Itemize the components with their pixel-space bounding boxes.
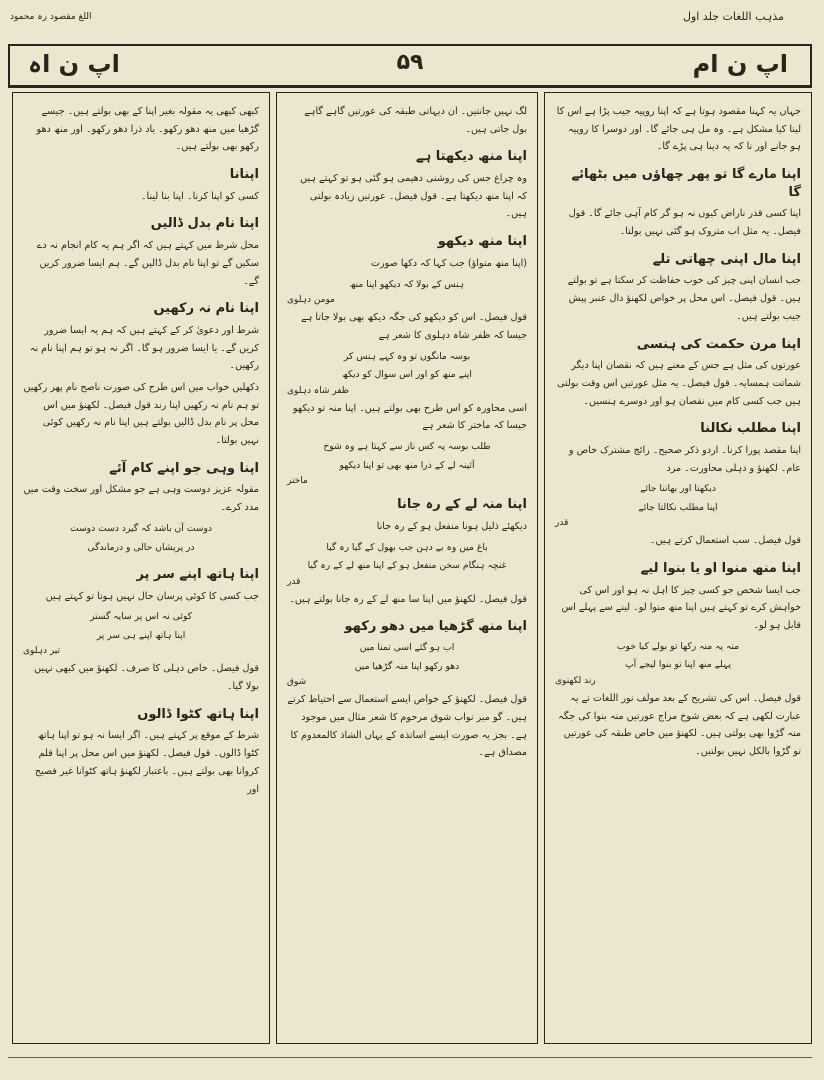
entry-headword: اپنا مرن حکمت کی ہنسی <box>636 336 801 352</box>
entry-headword: اپنا ہاتھ کٹوا ڈالوں <box>137 706 259 722</box>
poet-attribution: ظفر شاہ دہلوی <box>287 385 349 396</box>
verse-line: غنچہ ہنگام سخن منفعل ہو کے اپنا منھ لے کے رہ گیا <box>307 560 507 572</box>
entry-headword: اپنا مطلب نکالنا <box>700 421 801 437</box>
verse-line: بوسہ مانگوں تو وہ کہے ہنس کر <box>343 350 471 362</box>
entry-text: لگ نہیں جانتیں۔ ان دیہاتی طبقہ کی عورتیں گاہے گاہے بول جاتی ہیں۔ <box>304 106 527 135</box>
entry-headword: اپنا مال اپنی چھاتی تلے <box>652 251 801 267</box>
verse-line: اپنا مطلب نکالتا جائے <box>638 501 718 513</box>
header-guide-word-left: اپ ن اہ <box>28 50 120 78</box>
entry-text: (اپنا منھ منواؤ) جب کہا کہ دکھا صورت <box>371 257 527 269</box>
entry-text: قول فیصل۔ اس کو دیکھو کی جگہ دیکھ بھی بولا جاتا ہے جیسا کہ ظفر شاہ دہلوی کا شعر ہے <box>301 312 527 341</box>
entry-text: جب انسان اپنی چیز کی خوب حفاظت کر سکتا ہے تو بولتے ہیں۔ قول فیصل۔ اس محل پر خواص لکھنؤ دال عنبر پیش جیب بولتے ہیں۔ <box>567 275 801 322</box>
verse-line: دیکھتا اور بھانتا جائے <box>640 483 716 495</box>
entry-text: اپنا کسی قدر ناراض کیوں نہ ہو گر کام آہی جائے گا۔ قول فیصل۔ یہ مثل اب متروک ہو گئی نہیں بولتا۔ <box>568 208 801 238</box>
entry-headword: اپنا نام نہ رکھیں <box>153 301 259 317</box>
entry-headword: اپنا منھ منوا او یا بنوا لیے <box>640 561 801 577</box>
entry-headword: اپنا منھ دیکھتا ہے <box>415 149 527 165</box>
entry-text: قول فیصل۔ لکھنؤ کے خواص ایسے استعمال سے احتیاط کرتے ہیں۔ گو میر نواب شوق مرحوم کا شعر مثال میں موجود ہے۔ بجز یہ صورت ایسے اساتذہ کے یہاں الشاذ کالمعدوم کا مصداق ہے۔ <box>287 694 527 759</box>
poet-attribution: رند لکھنوی <box>555 676 596 687</box>
column-right <box>544 92 812 1044</box>
verse-line: اپنے منھ کو اور اس سوال کو دیکھ <box>342 369 472 381</box>
entry-text: اپنا مقصد پورا کرنا۔ اردو ذکر صحیح۔ رائج مشترک خاص و عام۔ لکھنؤ و دہلی محاورت۔ مرد <box>568 444 801 474</box>
column-left <box>12 92 270 1044</box>
entry-text: اسی محاورہ کو اس طرح بھی بولتے ہیں۔ اپنا منہ تو دیکھو جیسا کہ ماختر کا شعر ہے <box>292 402 527 432</box>
entry-headword: اپنا منھ گڑھیا میں دھو رکھو <box>344 619 527 635</box>
entry-headword: اپنا مارے گا تو پھر چھاؤں میں بٹھائے گا <box>571 167 801 200</box>
entry-headword: اپنا منھ دیکھو <box>437 234 527 250</box>
running-header-right: مذہب اللغات جلد اول <box>682 10 784 23</box>
page-header <box>8 44 812 88</box>
entry-text: قول فیصل۔ خاص دہلی کا صرف۔ لکھنؤ میں کبھی نہیں بولا گیا۔ <box>34 663 259 693</box>
verse-line: باغ میں وہ بے دہن جب بھول کے گیا رہ گیا <box>326 541 488 553</box>
entry-text: شرط کے موقع پر کہتے ہیں۔ اگر ایسا نہ ہو تو اپنا ہاتھ کٹوا ڈالوں۔ قول فیصل۔ لکھنؤ میں اس محل پر اپنا قلم کروانا بھی بولتے ہیں۔ باعتبار لکھنؤ ہاتھ کٹوانا غیر فصیح اور <box>34 730 259 795</box>
verse-line: اب ہو گئے اسی تمنا میں <box>359 641 455 653</box>
poet-attribution: قدر <box>287 576 301 587</box>
entry-text: محل شرط میں کہتے ہیں کہ اگر ہم یہ کام انجام نہ دے سکیں گے تو اپنا نام بدل ڈالیں گے۔ ہم ایسا ضرور کریں گے۔ <box>36 240 259 287</box>
entry-text: شرط اور دعویٰ کر کے کہتے ہیں کہ ہم یہ ایسا ضرور کریں گے۔ یا ایسا ضرور ہو گا۔ اگر نہ ہو تو ہم اپنا نام نہ رکھیں۔ <box>29 324 259 372</box>
entry-text: دیکھئے ذلیل ہونا منفعل ہو کے رہ جانا <box>376 520 527 532</box>
entry-text: وہ چراغ جس کی روشنی دھیمی ہو گئی ہو تو کہتے ہیں کہ اپنا منھ دیکھتا ہے۔ قول فیصل۔ عورتیں زیادہ بولتی ہیں۔ <box>300 173 527 220</box>
entry-text: قول فیصل۔ اس کی تشریح کے بعد مولف نور اللغات نے یہ عبارت لکھی ہے کہ بعض شوخ مزاج عورتیں منہ بنوا کی جگہ منہ گڑوا بھی بولتی ہیں۔ لکھنؤ میں خاص طبقہ کی عورتیں تو گڑوا بالکل نہیں بولتیں۔ <box>558 693 801 758</box>
entry-text: جب ایسا شخص جو کسی چیز کا اہل نہ ہو اور اس کی خواہش کرے تو کہتے ہیں اپنا منھ منوا لو۔ لینے سے پہلے اس قابل ہو لو۔ <box>561 584 801 632</box>
entry-text: قول فیصل۔ لکھنؤ میں اپنا سا منھ لے کے رہ جانا بولتے ہیں۔ <box>289 593 527 605</box>
verse-line: منہ پہ منہ رکھا تو بولے کیا خوب <box>616 640 740 652</box>
poet-attribution: تیر دہلوی <box>23 646 61 657</box>
entry-text: کسی کو اپنا کرنا۔ اپنا بنا لینا۔ <box>140 190 259 202</box>
entry-headword: اپنا ہاتھ اپنے سر پر <box>136 567 259 583</box>
verse-line: دوست آں باشد کہ گیرد دست دوست <box>69 522 213 534</box>
verse-line: اپنا ہاتھ اپنے ہی سر پر <box>96 629 186 641</box>
verse-line: ہنس کے بولا کہ دیکھو اپنا منھ <box>349 278 465 290</box>
entry-headword: اپنا نام بدل ڈالیں <box>150 216 259 232</box>
verse-line: دھو رکھو اپنا منہ گڑھیا میں <box>354 660 460 672</box>
poet-attribution: شوق <box>287 677 307 688</box>
poet-attribution: قدر <box>555 518 569 529</box>
entry-text: جہاں یہ کہنا مقصود ہوتا ہے کہ اپنا روپیہ جیب پڑا ہے اس کا لینا کیا مشکل ہے۔ وہ مل ہی جائے گا۔ اور دوسرا کا روپیہ ہو جانے اور نا کہ یہ دینا ہی پڑے گا۔ <box>556 106 801 153</box>
poet-attribution: مومن دہلوی <box>287 295 335 306</box>
entry-headword: اپنا وہی جو اپنے کام آئے <box>109 460 259 476</box>
entry-text: جب کسی کا کوئی پرسان حال نہیں ہوتا تو کہتے ہیں <box>45 590 259 602</box>
entry-text: عورتوں کی مثل ہے جس کے معنے ہیں کہ نقصان اپنا دیگر شماتت ہمسایہ۔ قول فیصل۔ یہ مثل عورتیں اس وقت بولتی ہیں جب کسی کام میں نقصان ہو اور دوسرے ہنسیں۔ <box>556 360 801 407</box>
header-guide-word-right: اپ ن ام <box>692 50 788 78</box>
entry-headword: اپنانا <box>229 167 259 183</box>
entry-headword: اپنا منہ لے کے رہ جانا <box>397 497 527 513</box>
running-header-left: اللغ مقصود رہ محمود <box>10 12 92 22</box>
verse-line: کوئی نہ اس پر سایہ گستر <box>89 611 193 623</box>
entry-text: مقولہ عزیز دوست وہی ہے جو مشکل اور سخت وقت میں مدد کرے۔ <box>23 484 259 514</box>
page-number: ۵۹ <box>396 50 424 75</box>
entry-text: قول فیصل۔ سب استعمال کرتے ہیں۔ <box>649 535 801 547</box>
running-header <box>0 6 824 26</box>
verse-line: در پریشاں حالی و درماندگی <box>87 541 195 553</box>
entry-text: دکھلیں خواب میں اس طرح کی صورت ناصح نام پھر رکھیں تو ہم نام نہ رکھیں اپنا رند قول فیصل۔ لکھنؤ میں اس محل پر نام بدل ڈالیں بولتے ہیں اپنا نام نہ رکھیں کوئی نہیں بولتا۔ <box>23 381 259 447</box>
column-middle <box>276 92 538 1044</box>
verse-line: طلب بوسہ پہ کس ناز سے کہتا ہے وہ شوخ <box>323 441 491 453</box>
verse-line: آئینہ لے کے ذرا منھ بھی تو اپنا دیکھو <box>339 459 475 471</box>
entry-text: کبھی کبھی یہ مقولہ بغیر اپنا کے بھی بولتے ہیں۔ جیسے گڑھیا میں منھ دھو رکھو۔ یاد ذرا دھو رکھو۔ اور منھ دھو رکھو بھی بولتے ہیں۔ <box>36 106 259 153</box>
poet-attribution: ماختر <box>287 476 308 487</box>
bottom-rule <box>8 1057 812 1058</box>
verse-line: پہلے منھ اپنا تو بنوا لیجے آپ <box>624 659 732 671</box>
